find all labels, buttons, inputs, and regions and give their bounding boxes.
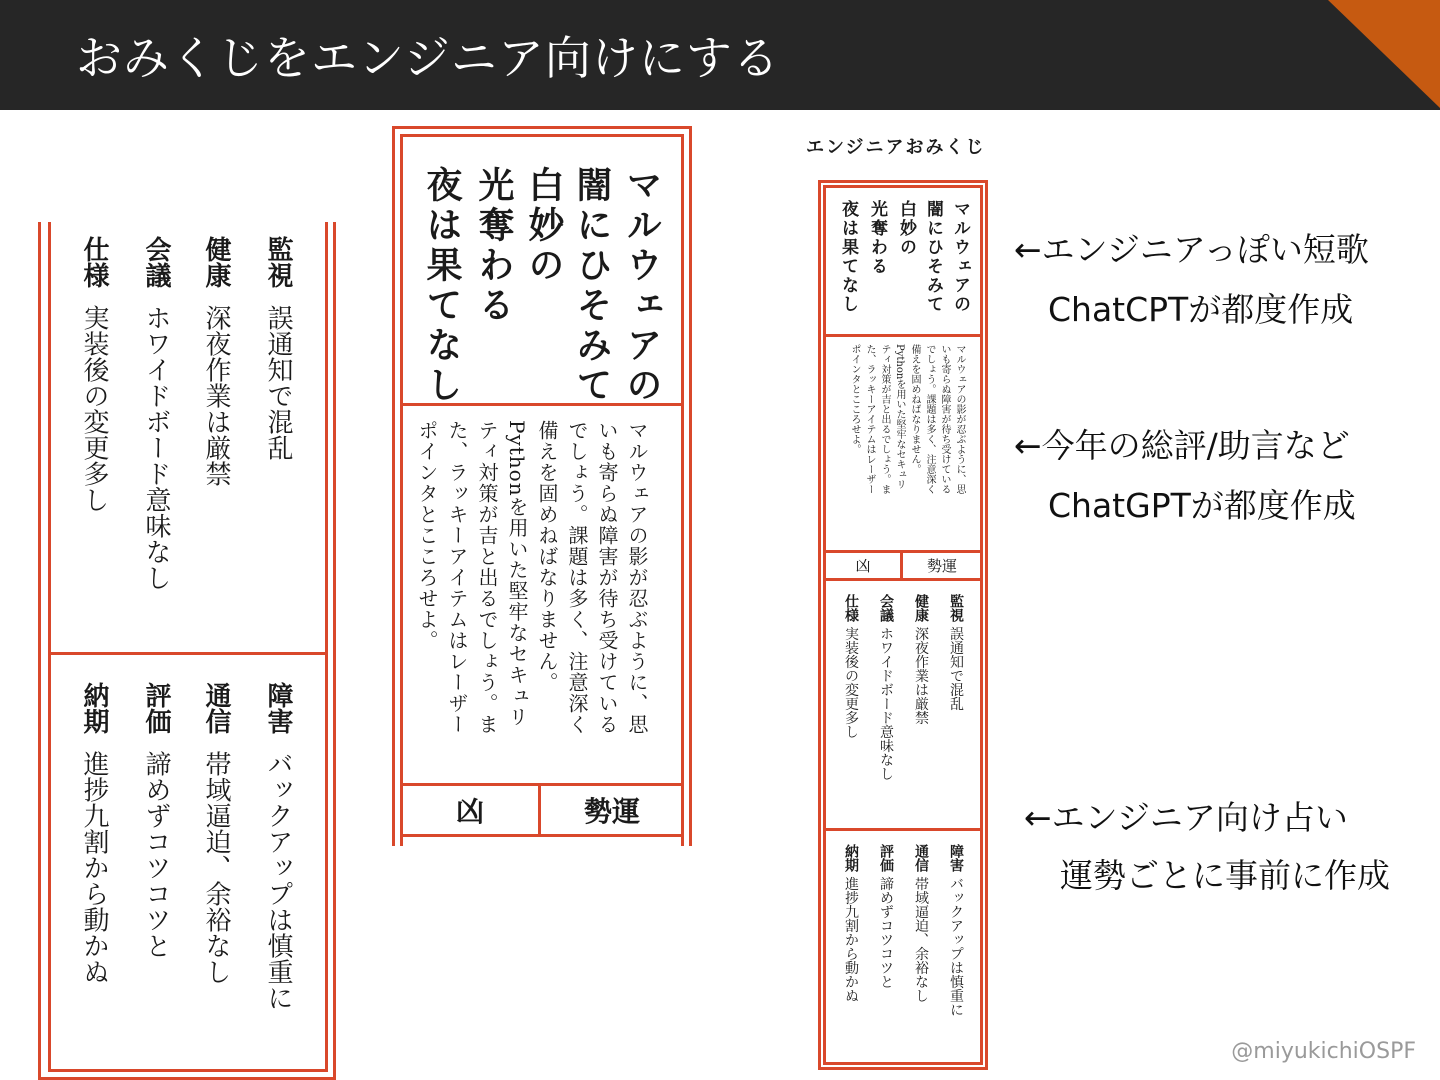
advice-divider bbox=[400, 783, 684, 786]
fortune-item: 障害 バックアップは慎重に bbox=[948, 844, 964, 1017]
poem-line: マルウェアの bbox=[950, 200, 970, 314]
note-fortune-source: 運勢ごとに事前に作成 bbox=[1060, 856, 1390, 895]
fortune-item: 通信 帯域逼迫、余裕なし bbox=[201, 682, 231, 985]
fortune-item: 会議 ホワイドボード意味なし bbox=[878, 594, 894, 781]
fortune-item: 評価 諦めずコツコツと bbox=[878, 844, 894, 989]
luck-label: 勢運 bbox=[926, 557, 957, 575]
advice-line: マルウェアの影が忍ぶように、思 bbox=[625, 420, 649, 735]
luck-bottom-divider bbox=[400, 834, 684, 837]
note-poem-source: ChatCPTが都度作成 bbox=[1048, 290, 1354, 329]
fortune-item: 評価 諦めずコツコツと bbox=[141, 682, 171, 959]
small-advice-divider bbox=[823, 550, 983, 553]
fortune-item: 健康 深夜作業は厳禁 bbox=[201, 236, 231, 487]
poem-line: 闇にひそみて bbox=[923, 200, 943, 314]
advice-line: ティ対策が吉と出るでしょう。ま bbox=[879, 344, 890, 494]
fortune-item: 仕様 実装後の変更多し bbox=[843, 594, 859, 739]
poem-line: 光奪わる bbox=[473, 166, 515, 326]
advice-line: た、ラッキーアイテムはレーザー bbox=[445, 420, 469, 735]
small-fortune-divider bbox=[823, 828, 983, 831]
fortune-item: 会議 ホワイドボード意味なし bbox=[141, 236, 171, 591]
slide-title: おみくじをエンジニア向けにする bbox=[76, 31, 780, 85]
advice-line: でしょう。課題は多く、注意深く bbox=[924, 344, 935, 494]
small-luck-divider bbox=[823, 578, 983, 581]
advice-line: 備えを固めねばなりません。 bbox=[909, 344, 920, 474]
fortune-item: 納期 進捗九割から動かぬ bbox=[79, 682, 109, 985]
small-luck-vdivider bbox=[900, 550, 903, 580]
author-handle: @miyukichiOSPF bbox=[1231, 1039, 1416, 1064]
fortune-item: 監視 誤通知で混乱 bbox=[948, 594, 964, 711]
advice-line: ティ対策が吉と出るでしょう。ま bbox=[475, 420, 499, 735]
note-advice-source: ChatGPTが都度作成 bbox=[1048, 486, 1356, 525]
fortune-item: 障害 バックアップは慎重に bbox=[263, 682, 293, 1011]
luck-divider bbox=[538, 783, 541, 836]
omikuji-title: エンジニアおみくじ bbox=[806, 137, 986, 158]
note-fortune-title: ←エンジニア向け占い bbox=[1024, 798, 1348, 837]
advice-line: Pythonを用いた堅牢なセキュリ bbox=[894, 344, 905, 490]
small-poem-divider bbox=[823, 334, 983, 337]
advice-line: 備えを固めねばなりません。 bbox=[535, 420, 559, 693]
poem-line: 夜は果てなし bbox=[838, 200, 858, 314]
poem-line: 夜は果てなし bbox=[421, 166, 463, 406]
advice-line: マルウェアの影が忍ぶように、思 bbox=[954, 344, 965, 494]
advice-line: ポインタとこころせよ。 bbox=[415, 420, 439, 651]
poem-line: マルウェアの bbox=[621, 166, 663, 406]
advice-line: でしょう。課題は多く、注意深く bbox=[565, 420, 589, 735]
advice-line: Pythonを用いた堅牢なセキュリ bbox=[505, 420, 529, 728]
corner-accent bbox=[1328, 0, 1440, 108]
fortune-item: 監視 誤通知で混乱 bbox=[263, 236, 293, 461]
fortune-item: 通信 帯域逼迫、余裕なし bbox=[913, 844, 929, 1003]
left-divider bbox=[48, 652, 328, 655]
luck-value: 凶 bbox=[855, 557, 871, 575]
fortune-item: 仕様 実装後の変更多し bbox=[79, 236, 109, 513]
advice-line: ポインタとこころせよ。 bbox=[849, 344, 860, 454]
fortune-item: 健康 深夜作業は厳禁 bbox=[913, 594, 929, 725]
poem-line: 闇にひそみて bbox=[571, 166, 613, 406]
luck-value: 凶 bbox=[455, 795, 484, 828]
note-poem-title: ←エンジニアっぽい短歌 bbox=[1014, 230, 1369, 269]
advice-line: いも寄らぬ障害が待ち受けている bbox=[939, 344, 950, 494]
poem-line: 白妙の bbox=[523, 166, 565, 286]
advice-line: いも寄らぬ障害が待ち受けている bbox=[595, 420, 619, 735]
poem-line: 光奪わる bbox=[867, 200, 887, 276]
note-advice-title: ←今年の総評/助言など bbox=[1014, 426, 1350, 465]
poem-line: 白妙の bbox=[896, 200, 916, 257]
slide-header bbox=[0, 0, 1440, 110]
fortune-item: 納期 進捗九割から動かぬ bbox=[843, 844, 859, 1003]
advice-line: た、ラッキーアイテムはレーザー bbox=[864, 344, 875, 494]
luck-label: 勢運 bbox=[583, 795, 640, 828]
